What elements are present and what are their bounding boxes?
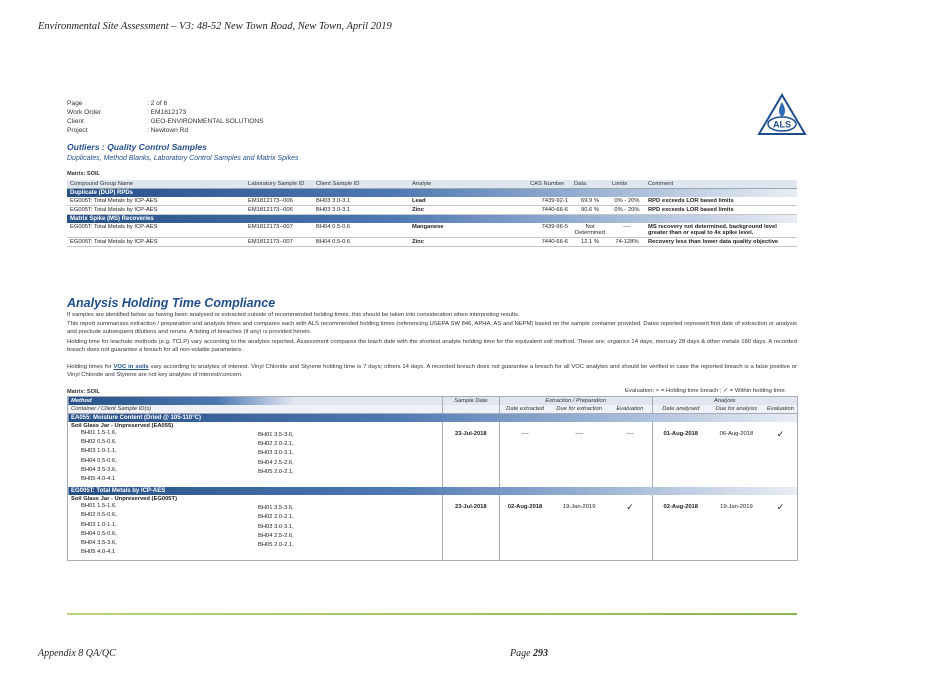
sample-date: 23-Jul-2018 xyxy=(442,495,499,561)
meta-value: : EM1812173 xyxy=(147,109,187,116)
cell: 74-128% xyxy=(609,238,645,247)
cell: Zinc xyxy=(409,238,527,247)
sample-id: BH01 3.5-3.6, xyxy=(257,432,294,438)
holding-table xyxy=(67,396,798,561)
evaluation-1: ✓ xyxy=(626,502,634,513)
date-extracted: 02-Aug-2018 xyxy=(499,495,550,561)
cell: EM1812173--006 xyxy=(245,206,313,215)
due-extraction: 19-Jan-2019 xyxy=(562,504,596,511)
col-header: Compound Group Name xyxy=(67,180,245,189)
container-header: Container / Client Sample ID(s) xyxy=(68,405,443,414)
cell: Recovery less than lower data quality objective xyxy=(645,238,797,247)
cell: EG005T: Total Metals by ICP-AES xyxy=(67,238,245,247)
evaluation-2: ✓ xyxy=(776,429,785,439)
group-header: Matrix Spike (MS) Recoveries xyxy=(67,215,797,224)
cell: EG005T: Total Metals by ICP-AES xyxy=(67,206,245,215)
method-header: Method xyxy=(68,397,443,406)
cell: EM1812173--007 xyxy=(245,238,313,247)
date-extracted-header: Date extracted xyxy=(499,405,550,414)
cell: Not Determined xyxy=(571,223,609,238)
sample-id: BH01 1.5-1.6, xyxy=(81,503,117,510)
col-header: Client Sample ID xyxy=(313,180,409,189)
meta-key: Work Order xyxy=(67,109,101,116)
meta-value: : Newtown Rd xyxy=(147,127,189,134)
meta-key: Project xyxy=(67,127,88,134)
cell: 7440-66-6 xyxy=(527,206,571,215)
cell: RPD exceeds LOR based limits xyxy=(645,197,797,206)
holding-matrix: Matrix: SOIL xyxy=(67,389,100,395)
cell: BH04 0.5-0.6 xyxy=(313,238,409,247)
cell: BH03 3.0-3.1 xyxy=(313,206,409,215)
sample-id: BH03 3.0-3.1, xyxy=(257,523,294,530)
para-text: vary according to analytes of interest. Vinyl Chloride and Styrene holding time is 7 days; others 14 days. A recorded breach does not guarantee a breach for all VOC analytes and should be verified in case the reported breach is a false positive or Vinyl Chloride and Styrene are not key analytes of interest/concern. xyxy=(67,364,797,379)
logo-text: ALS xyxy=(773,119,791,130)
als-logo xyxy=(757,93,807,137)
evaluation-1: ---- xyxy=(625,431,634,437)
col-header: Analyte xyxy=(409,180,527,189)
cell: 90.6 % xyxy=(571,206,609,215)
report-meta xyxy=(67,99,264,135)
cell: MS recovery not determined, background level greater than or equal to 4x spike level. xyxy=(645,223,797,238)
para-text: Holding times for xyxy=(67,364,114,370)
sample-id: BH04 3.5-3.6, xyxy=(81,540,117,547)
running-head: Environmental Site Assessment – V3: 48-52 New Town Road, New Town, April 2019 xyxy=(38,21,392,32)
holding-para-2: This report summarizes extraction / preparation and analysis times and compares each with ALS recommended holding times (referencing USEPA SW 846, APHA, AS and NEPM) based on the sample container provided. Dates reported represent first date of extraction or analysis and preclude subsequent dilutions and reruns. A listing of breaches (if any) is provided herein. xyxy=(67,321,797,336)
holding-para-4 xyxy=(67,363,797,379)
sample-id: BH04 2.5-2.6, xyxy=(257,459,294,466)
evaluation-2: ✓ xyxy=(776,502,785,513)
sample-id: BH05 4.0-4.1 xyxy=(81,549,116,556)
holding-para-1: If samples are identified below as having been analysed or extracted outside of recommended holding times, this should be taken into consideration when interpreting results. xyxy=(67,312,520,318)
outliers-title: Outliers : Quality Control Samples xyxy=(67,142,207,152)
meta-key: Page xyxy=(67,100,83,107)
sample-id: BH02 0.5-0.6, xyxy=(81,439,117,446)
meta-value: : 2 of 6 xyxy=(147,100,168,107)
table-row xyxy=(68,422,798,487)
container-name: Soil Glass Jar - Unpreserved (EG005T) xyxy=(71,496,177,503)
sample-id: BH04 0.5-0.6, xyxy=(81,530,117,537)
sample-id: BH03 1.0-1.1, xyxy=(81,448,117,455)
due-analysis: 19-Jan-2019 xyxy=(720,504,753,511)
container-name: Soil Glass Jar - Unpreserved (EA055) xyxy=(71,423,174,429)
date-extracted: ---- xyxy=(499,422,550,487)
due-analysis-header: Due for analysis xyxy=(709,405,764,414)
voc-link[interactable]: VOC in soils xyxy=(113,364,149,370)
sample-id: BH05 2.0-2.1, xyxy=(257,468,294,475)
outliers-table xyxy=(67,180,797,247)
footer-page xyxy=(510,648,548,659)
extraction-header: Extraction / Preparation xyxy=(499,397,652,406)
col-header: CAS Number xyxy=(527,180,571,189)
meta-key: Client xyxy=(67,118,84,125)
col-header: Data xyxy=(571,180,609,189)
due-analysis: 06-Aug-2018 xyxy=(719,431,754,437)
sample-id: BH05 2.0-2.1, xyxy=(257,542,294,549)
due-extraction-header: Due for extraction xyxy=(550,405,608,414)
table-row xyxy=(67,206,797,215)
sample-id: BH05 4.0-4.1 xyxy=(81,476,116,483)
evaluation-header: Evaluation xyxy=(608,405,652,414)
table-row xyxy=(67,223,797,238)
table-row xyxy=(68,495,798,561)
cell: Manganese xyxy=(409,223,527,238)
cell: EM1812173--007 xyxy=(245,223,313,238)
col-header: Limits xyxy=(609,180,645,189)
method-group: EA055: Moisture Content (Dried @ 105-110°C) xyxy=(68,414,798,423)
holding-para-3: Holding time for leachate methods (e.g. TCLP) vary according to the analytes reported. Assessment compares the leach date with the shortest analyte holding time for the equivalent soil method. These are: organics 14 days, mercury 28 days & other metals 180 days. A recorded breach does not guarantee a breach for all non-volatile parameters. xyxy=(67,339,797,354)
evaluation2-header: Evaluation xyxy=(764,405,798,414)
table-row xyxy=(67,197,797,206)
date-analysed: 01-Aug-2018 xyxy=(652,422,709,487)
sample-id: BH02 2.0-2.1, xyxy=(257,514,294,521)
cell: ---- xyxy=(609,223,645,238)
cell: Zinc xyxy=(409,206,527,215)
cell: EG005T: Total Metals by ICP-AES xyxy=(67,197,245,206)
sample-id: BH04 0.5-0.6, xyxy=(81,457,117,464)
footer-divider xyxy=(67,613,797,615)
sample-id: BH02 2.0-2.1, xyxy=(257,441,294,448)
cell: Lead xyxy=(409,197,527,206)
footer-appendix: Appendix 8 QA/QC xyxy=(38,648,116,659)
cell: EM1812173--006 xyxy=(245,197,313,206)
table-row xyxy=(67,238,797,247)
cell: BH03 3.0-3.1 xyxy=(313,197,409,206)
cell: 69.9 % xyxy=(571,197,609,206)
outliers-subtitle: Duplicates, Method Blanks, Laboratory Control Samples and Matrix Spikes xyxy=(67,155,299,162)
analysis-header: Analysis xyxy=(652,397,797,406)
sample-id: BH03 1.0-1.1, xyxy=(81,521,117,528)
sample-id: BH01 1.5-1.6, xyxy=(81,430,117,436)
sample-id: BH04 3.5-3.6, xyxy=(81,466,117,473)
cell: 0% - 20% xyxy=(609,197,645,206)
sample-date: 23-Jul-2018 xyxy=(442,422,499,487)
sample-date-header: Sample Date xyxy=(442,397,499,406)
cell: 7439-92-1 xyxy=(527,197,571,206)
sample-id: BH04 2.5-2.6, xyxy=(257,532,294,539)
evaluation-legend: Evaluation: × = Holding time breach ; ✓ = Within holding time. xyxy=(625,388,787,394)
date-analysed: 02-Aug-2018 xyxy=(652,495,709,561)
cell: 0% - 20% xyxy=(609,206,645,215)
cell: 7440-66-6 xyxy=(527,238,571,247)
date-analysed-header: Date analysed xyxy=(652,405,709,414)
page-prefix: Page xyxy=(510,648,534,659)
cell: 12.1 % xyxy=(571,238,609,247)
holding-title: Analysis Holding Time Compliance xyxy=(67,296,276,310)
sample-id: BH01 3.5-3.6, xyxy=(257,505,294,512)
page-number: 293 xyxy=(533,648,549,659)
method-group: EG005T: Total Metals by ICP-AES xyxy=(68,487,798,495)
cell: BH04 0.5-0.6 xyxy=(313,223,409,238)
due-extraction: ---- xyxy=(575,431,584,437)
sample-id: BH03 3.0-3.1, xyxy=(257,450,294,457)
cell: EG005T: Total Metals by ICP-AES xyxy=(67,223,245,238)
sample-id: BH02 0.5-0.6, xyxy=(81,512,117,519)
col-header: Laboratory Sample ID xyxy=(245,180,313,189)
meta-value: : GEO-ENVIRONMENTAL SOLUTIONS xyxy=(147,118,264,125)
cell: 7439-96-5 xyxy=(527,223,571,238)
group-header: Duplicate (DUP) RPDs xyxy=(67,189,797,198)
col-header: Comment xyxy=(645,180,797,189)
cell: RPD exceeds LOR based limits xyxy=(645,206,797,215)
outliers-matrix: Matrix: SOIL xyxy=(67,171,100,177)
